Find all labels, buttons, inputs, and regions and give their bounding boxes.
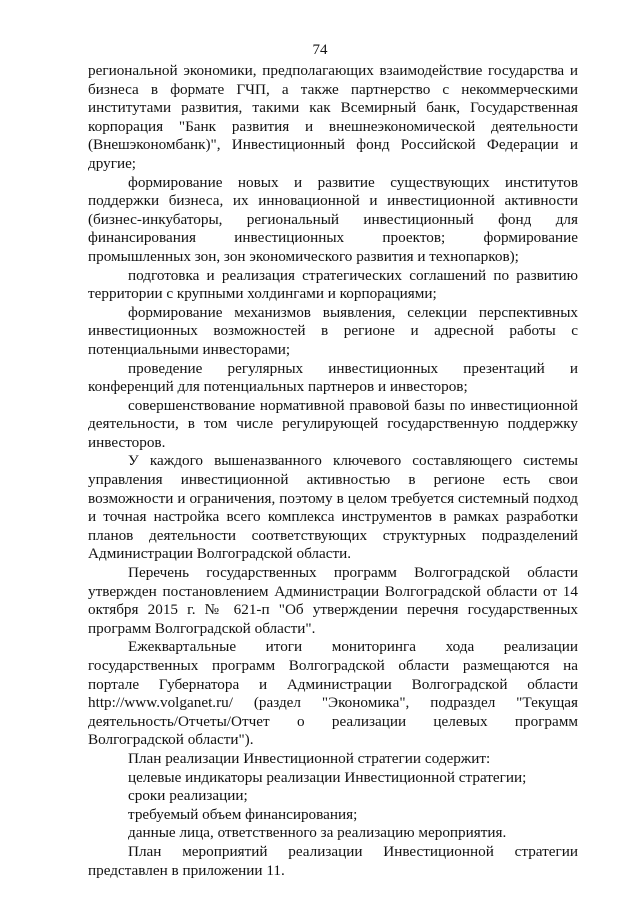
paragraph: У каждого вышеназванного ключевого составляющего системы управления инвестиционной активностью в регионе есть свои возможности и ограничения, поэтому в целом требуется системный подход и точная настройка всего комплекса инструментов в рамках разработки планов деятельности соответствующих структурных подразделений Администрации Волгоградской области. xyxy=(88,452,578,563)
paragraph: целевые индикаторы реализации Инвестиционной стратегии; xyxy=(128,768,527,786)
paragraph: требуемый объем финансирования; xyxy=(128,805,358,823)
paragraph: региональной экономики, предполагающих взаимодействие государства и бизнеса в формате ГЧП, а также партнерство с некоммерческими институтами развития, такими как Всемирный банк, Государственная корпорация "Банк развития и внешнеэкономической деятельности (Внешэкономбанк)", Инвестиционный фонд Российской Федерации и другие; xyxy=(88,62,578,172)
paragraph: совершенствование нормативной правовой базы по инвестиционной деятельности, в том числе регулирующей государственную поддержку инвесторов. xyxy=(88,396,578,451)
paragraph: сроки реализации; xyxy=(128,787,248,805)
paragraph: проведение регулярных инвестиционных презентаций и конференций для потенциальных партнеров и инвесторов; xyxy=(88,359,578,396)
paragraph: формирование механизмов выявления, селекции перспективных инвестиционных возможностей в регионе и адресной работы с потенциальными инвесторами; xyxy=(88,303,578,358)
paragraph: Перечень государственных программ Волгоградской области утвержден постановлением Администрации Волгоградской области от 14 октября 2015 г. № 621-п "Об утверждении перечня государственных программ Волгоградской области". xyxy=(88,564,578,637)
paragraph: Ежеквартальные итоги мониторинга хода реализации государственных программ Волгоградской области размещаются на портале Губернатора и Администрации Волгоградской области http://www.volganet.ru/ (раздел "Экономика", подраздел "Текущая деятельность/Отчеты/Отчет о реализации целевых программ Волгоградской области"). xyxy=(88,638,578,749)
paragraph: формирование новых и развитие существующих институтов поддержки бизнеса, их инновационной и инвестиционной активности (бизнес-инкубаторы, региональный инвестиционный фонд для финансирования инвестиционных проектов; формирование промышленных зон, зон экономического развития и технопарков); xyxy=(88,173,578,265)
paragraph: План мероприятий реализации Инвестиционной стратегии представлен в приложении 11. xyxy=(88,842,578,879)
paragraph: данные лица, ответственного за реализацию мероприятия. xyxy=(128,824,507,842)
document-body xyxy=(88,62,578,880)
paragraph: План реализации Инвестиционной стратегии содержит: xyxy=(128,749,491,767)
paragraph: подготовка и реализация стратегических соглашений по развитию территории с крупными холдингами и корпорациями; xyxy=(88,266,578,303)
page-number: 74 xyxy=(312,42,328,58)
